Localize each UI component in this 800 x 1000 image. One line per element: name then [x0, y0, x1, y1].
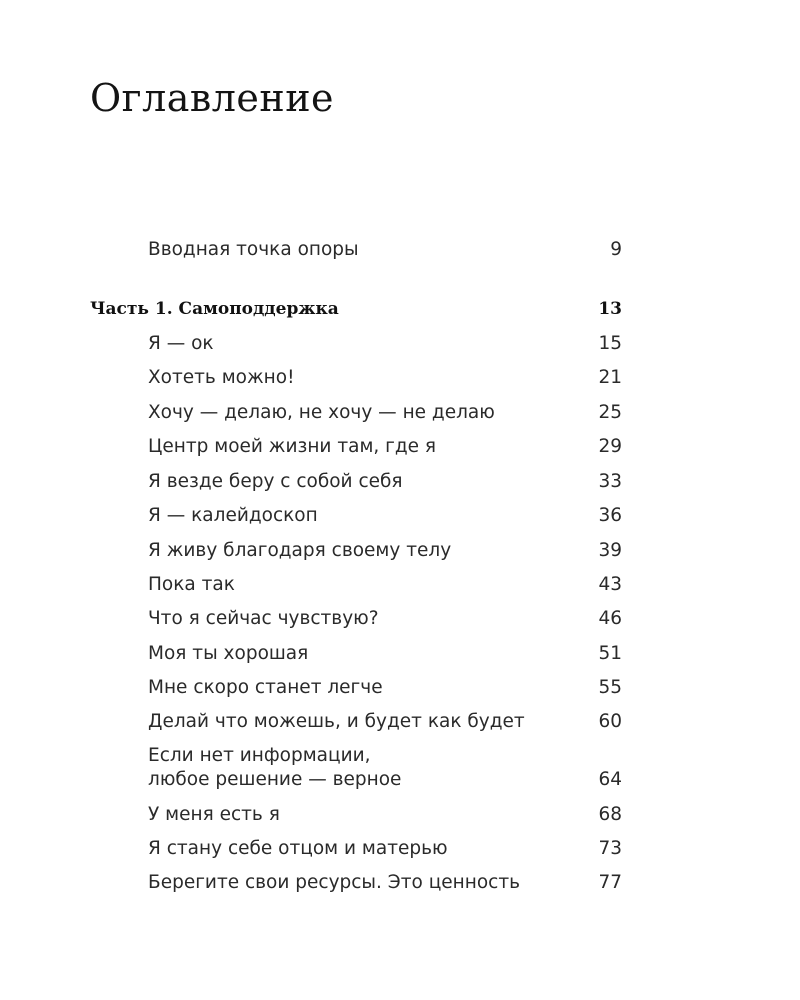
toc-entry-page: 36	[598, 505, 622, 526]
toc-entry-page: 60	[598, 711, 622, 732]
toc-entry-page: 77	[598, 872, 622, 893]
toc-entry-page: 46	[598, 608, 622, 629]
toc-entry-title: У меня есть я	[148, 804, 280, 825]
toc-entry-title: Я — калейдоскоп	[148, 505, 318, 526]
toc-entry-title: Хотеть можно!	[148, 367, 295, 388]
toc-entry-title: Делай что можешь, и будет как будет	[148, 711, 525, 732]
toc-entry-title: Мне скоро станет легче	[148, 677, 383, 698]
toc-entry-page: 55	[598, 677, 622, 698]
toc-entry-title: Пока так	[148, 574, 235, 595]
toc-entry-title: Центр моей жизни там, где я	[148, 436, 437, 457]
toc-entry-title: Я живу благодаря своему телу	[148, 540, 452, 561]
toc-entry-title: Берегите свои ресурсы. Это ценность	[148, 872, 521, 893]
toc-entry-title: Я везде беру с собой себя	[148, 471, 403, 492]
toc-entry-page: 25	[598, 402, 622, 423]
toc-entry-page: 33	[598, 471, 622, 492]
toc-entry-title: Вводная точка опоры	[148, 239, 359, 260]
toc-entry-page: 29	[598, 436, 622, 457]
toc-entry-title: Что я сейчас чувствую?	[148, 608, 379, 629]
toc-entry-title: Моя ты хорошая	[148, 643, 309, 664]
page-title: Оглавление	[90, 76, 335, 120]
toc-entry-page: 51	[598, 643, 622, 664]
toc-entry-page: 43	[598, 574, 622, 595]
toc-part-title: Часть 1. Самоподдержка	[90, 299, 339, 319]
toc-entry-title-line1: Если нет информации,	[148, 745, 371, 766]
toc-entry-page: 73	[598, 838, 622, 859]
toc-entry-page: 15	[598, 333, 622, 354]
toc-entry-page: 68	[598, 804, 622, 825]
toc-entry-title-line2: любое решение — верное	[148, 769, 402, 790]
toc-entry-title: Я стану себе отцом и матерью	[148, 838, 448, 859]
toc-entry-page: 39	[598, 540, 622, 561]
toc-entry-page: 9	[610, 239, 622, 260]
toc-entry-page: 64	[598, 769, 622, 790]
toc-entry-title: Хочу — делаю, не хочу — не делаю	[148, 402, 495, 423]
toc-part-page: 13	[598, 299, 622, 319]
toc-entry-title: Я — ок	[148, 333, 214, 354]
toc-entry-page: 21	[598, 367, 622, 388]
